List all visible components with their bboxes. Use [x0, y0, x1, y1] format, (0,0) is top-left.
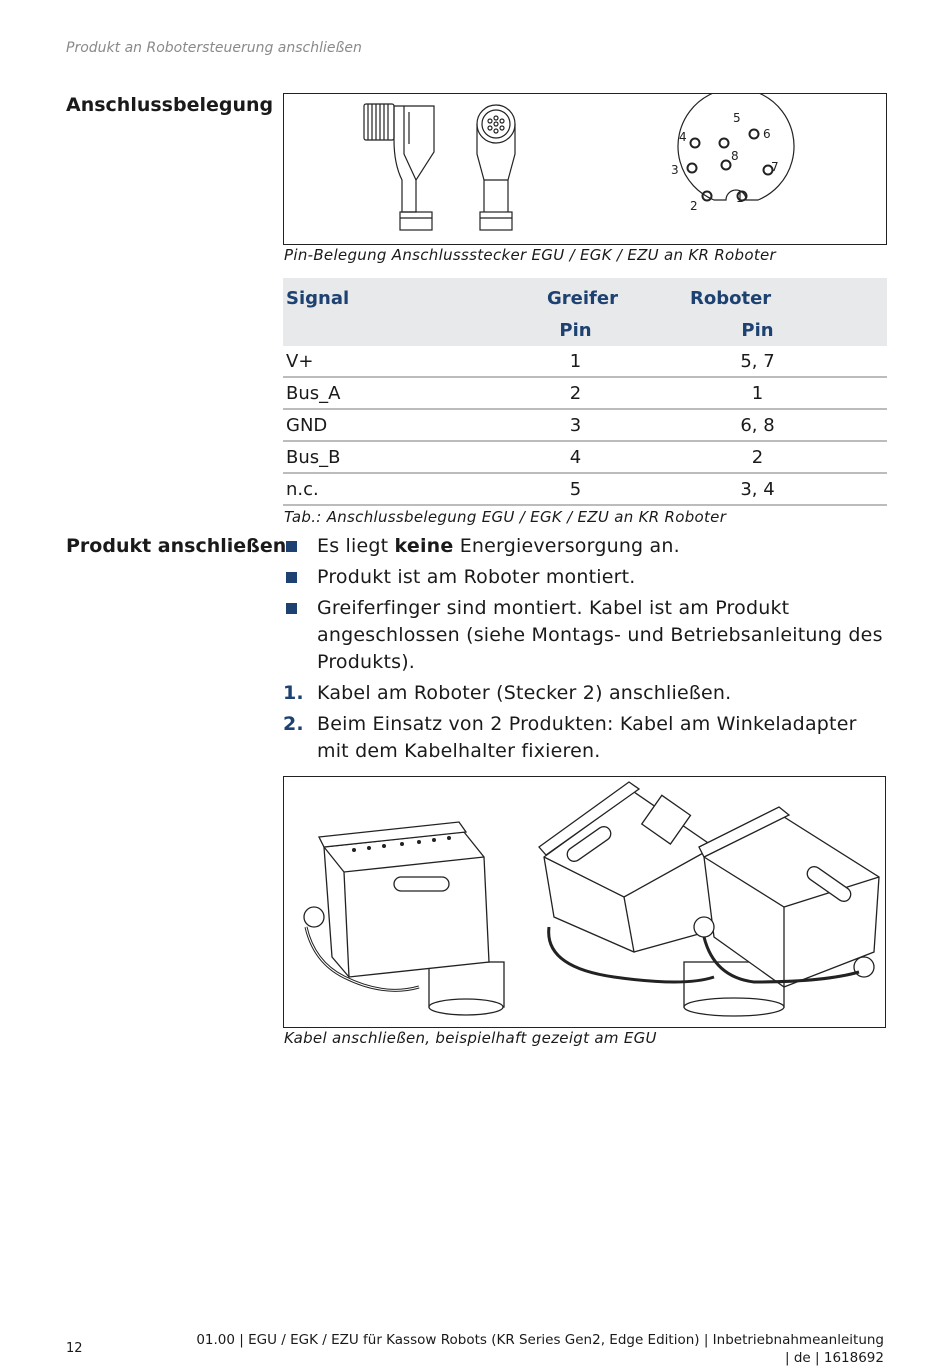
pin-label-2: 2 [690, 199, 698, 213]
header-roboter: Roboter [628, 278, 887, 314]
table-row [283, 473, 887, 505]
connector-drawing [284, 94, 886, 244]
pin-label-3: 3 [671, 163, 679, 177]
bullet-square-icon [286, 572, 297, 583]
step-item [283, 680, 883, 707]
pin-label-4: 4 [679, 130, 687, 144]
cell-roboter-pin: 5, 7 [628, 346, 887, 377]
table-row [283, 377, 887, 409]
table-row [283, 346, 887, 377]
instruction-list [283, 533, 883, 769]
bullet-text-post: Energieversorgung an. [453, 535, 680, 557]
step-text: Kabel am Roboter (Stecker 2) anschließen. [317, 682, 732, 704]
subheader-greifer-pin: Pin [523, 314, 628, 346]
cell-greifer-pin: 3 [523, 409, 628, 441]
bullet-text-pre: Es liegt [317, 535, 395, 557]
step-number: 1. [283, 682, 304, 704]
cell-roboter-pin: 3, 4 [628, 473, 887, 505]
pin-assignment-table [283, 278, 887, 506]
cell-signal: n.c. [283, 473, 523, 505]
cell-greifer-pin: 1 [523, 346, 628, 377]
step-number: 2. [283, 713, 304, 735]
pin-label-5: 5 [733, 111, 741, 125]
footer-text [196, 1331, 884, 1367]
connector-figure-caption: Pin-Belegung Anschlussstecker EGU / EGK / EZU an KR Roboter [284, 246, 777, 264]
connector-figure [283, 93, 887, 245]
pin-label-1: 1 [736, 191, 744, 205]
bullet-text-bold: keine [394, 535, 454, 557]
footer-line-2: | de | 1618692 [785, 1350, 884, 1366]
step-text: Beim Einsatz von 2 Produkten: Kabel am Winkeladapter mit dem Kabelhalter fixieren. [317, 713, 857, 762]
table-row [283, 441, 887, 473]
running-head: Produkt an Robotersteuerung anschließen [66, 40, 362, 56]
table-subheader-row [283, 314, 887, 346]
cell-signal: V+ [283, 346, 523, 377]
cell-signal: Bus_B [283, 441, 523, 473]
subheader-roboter-pin: Pin [628, 314, 887, 346]
cell-roboter-pin: 6, 8 [628, 409, 887, 441]
gripper-drawing [284, 777, 885, 1027]
gripper-figure-caption: Kabel anschließen, beispielhaft gezeigt am EGU [284, 1029, 657, 1047]
table-row [283, 409, 887, 441]
bullet-text: Greiferfinger sind montiert. Kabel ist am Produkt angeschlossen (siehe Montags- und Betriebsanleitung des Produkts). [317, 597, 883, 673]
pin-label-7: 7 [771, 160, 779, 174]
cell-roboter-pin: 1 [628, 377, 887, 409]
cell-greifer-pin: 5 [523, 473, 628, 505]
cell-roboter-pin: 2 [628, 441, 887, 473]
page-number: 12 [66, 1341, 83, 1356]
cell-signal: Bus_A [283, 377, 523, 409]
bullet-text: Produkt ist am Roboter montiert. [317, 566, 636, 588]
bullet-square-icon [286, 603, 297, 614]
table-caption: Tab.: Anschlussbelegung EGU / EGK / EZU an KR Roboter [284, 508, 727, 526]
gripper-figure [283, 776, 886, 1028]
footer-line-1: 01.00 | EGU / EGK / EZU für Kassow Robots (KR Series Gen2, Edge Edition) | Inbetriebnahmeanleitung [196, 1332, 884, 1348]
cell-greifer-pin: 4 [523, 441, 628, 473]
step-item [283, 711, 883, 765]
section-heading-produkt-anschliessen: Produkt anschließen [66, 535, 287, 557]
pin-label-8: 8 [731, 149, 739, 163]
table-header-row [283, 278, 887, 314]
list-item [283, 564, 883, 591]
bullet-square-icon [286, 541, 297, 552]
header-greifer: Greifer [523, 278, 628, 314]
cell-greifer-pin: 2 [523, 377, 628, 409]
cell-signal: GND [283, 409, 523, 441]
header-signal: Signal [283, 278, 523, 314]
section-heading-anschlussbelegung: Anschlussbelegung [66, 94, 274, 116]
pin-label-6: 6 [763, 127, 771, 141]
list-item [283, 595, 883, 676]
list-item [283, 533, 883, 560]
subheader-empty [283, 314, 523, 346]
